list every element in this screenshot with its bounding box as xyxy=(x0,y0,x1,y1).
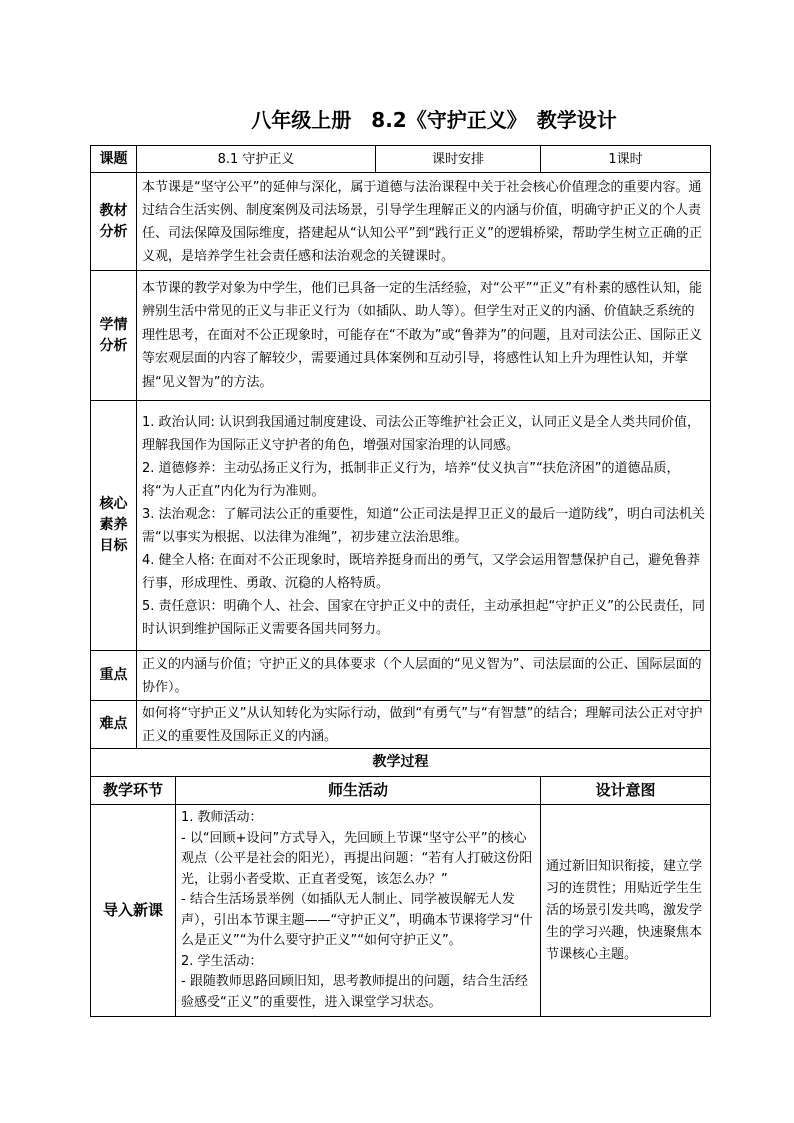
activity-line: 2. 学生活动： xyxy=(181,953,263,969)
material-analysis-text: 本节课是“坚守公平”的延伸与深化，属于道德与法治课程中关于社会核心价值理念的重要内容。通过结合生活实例、制度案例及司法场景，引导学生理解正义的内涵与价值，明确守护正义的个人责任、司法保障及国际维度，搭建起从“认知公平”到“践行正义”的逻辑桥梁，帮助学生树立正确的正义观，是培养学生社会责任感和法治观念的关键课时。 xyxy=(137,173,711,271)
material-analysis-row xyxy=(91,173,711,271)
process-header-row xyxy=(91,777,711,805)
process-title-row xyxy=(91,749,711,777)
schedule-value: 1课时 xyxy=(541,146,711,173)
activity-line: - 以“回顾+设问”方式导入，先回顾上节课“坚守公平”的核心观点（公平是社会的阳光），再提出问题：“若有人打破这份阳光，让弱小者受欺、正直者受冤，该怎么办？” xyxy=(181,830,533,887)
col-activity-header: 师生活动 xyxy=(176,777,541,805)
literacy-item: 5. 责任意识：明确个人、社会、国家在守护正义中的责任，主动承担起“守护正义”的公民责任，同时认识到维护国际正义需要各国共同努力。 xyxy=(142,598,706,637)
activity-line: 1. 教师活动： xyxy=(181,810,263,825)
key-points-row xyxy=(91,651,711,701)
lesson-plan-table xyxy=(90,145,711,1017)
lesson-name: 8.1 守护正义 xyxy=(137,146,376,173)
student-analysis-text: 本节课的教学对象为中学生，他们已具备一定的生活经验，对“公平”“正义”有朴素的感性认知，能辨别生活中常见的正义与非正义行为（如插队、助人等）。但学生对正义的内涵、价值缺乏系统的理性思考，在面对不公正现象时，可能存在“不敢为”或“鲁莽为”的问题，且对司法公正、国际正义等宏观层面的内容了解较少，需要通过具体案例和互动引导，将感性认知上升为理性认知，并掌握“见义智为”的方法。 xyxy=(137,271,711,401)
activity-line: - 结合生活场景举例（如插队无人制止、同学被误解无人发声），引出本节课主题——“守护正义”，明确本节课将学习“什么是正义”“为什么要守护正义”“如何守护正义”。 xyxy=(181,892,533,948)
student-analysis-row xyxy=(91,271,711,401)
core-literacy-label: 核心 素养 目标 xyxy=(91,401,137,651)
difficulties-label: 难点 xyxy=(91,701,137,749)
key-points-label: 重点 xyxy=(91,651,137,701)
core-literacy-content xyxy=(137,401,711,651)
document-title: 八年级上册 8.2《守护正义》 教学设计 xyxy=(251,108,617,132)
material-analysis-label: 教材 分析 xyxy=(91,173,137,271)
key-points-text: 正义的内涵与价值；守护正义的具体要求（个人层面的“见义智为”、司法层面的公正、国际层面的协作）。 xyxy=(137,651,711,701)
literacy-item: 4. 健全人格: 在面对不公正现象时，既培养挺身而出的勇气，又学会运用智慧保护自己，避免鲁莽行事，形成理性、勇敢、沉稳的人格特质。 xyxy=(142,552,701,591)
schedule-label: 课时安排 xyxy=(376,146,541,173)
header-row xyxy=(91,146,711,173)
topic-label: 课题 xyxy=(91,146,137,173)
student-analysis-label: 学情 分析 xyxy=(91,271,137,401)
literacy-item: 3. 法治观念：了解司法公正的重要性，知道“公正司法是捍卫正义的最后一道防线”，明白司法机关需“以事实为根据、以法律为准绳”，初步建立法治思维。 xyxy=(142,506,706,545)
col-stage-header: 教学环节 xyxy=(91,777,176,805)
literacy-item: 1. 政治认同: 认识到我国通过制度建设、司法公正等维护社会正义，认同正义是全人类共同价值，理解我国作为国际正义守护者的角色，增强对国家治理的认同感。 xyxy=(142,414,701,453)
core-literacy-row xyxy=(91,401,711,651)
process-title: 教学过程 xyxy=(91,749,711,777)
difficulties-row xyxy=(91,701,711,749)
intro-activity xyxy=(176,805,541,1017)
col-intent-header: 设计意图 xyxy=(541,777,711,805)
intro-stage-label: 导入新课 xyxy=(91,805,176,1017)
difficulties-text: 如何将“守护正义”从认知转化为实际行动，做到“有勇气”与“有智慧”的结合；理解司法公正对守护正义的重要性及国际正义的内涵。 xyxy=(137,701,711,749)
activity-line: - 跟随教师思路回顾旧知，思考教师提出的问题，结合生活经验感受“正义”的重要性，进入课堂学习状态。 xyxy=(181,974,528,1010)
intro-intent: 通过新旧知识衔接，建立学习的连贯性；用贴近学生生活的场景引发共鸣，激发学生的学习兴趣，快速聚焦本节课核心主题。 xyxy=(541,805,711,1017)
intro-row xyxy=(91,805,711,1017)
literacy-item: 2. 道德修养：主动弘扬正义行为，抵制非正义行为，培养“仗义执言”“扶危济困”的道德品质，将“为人正直”内化为行为准则。 xyxy=(142,460,680,499)
